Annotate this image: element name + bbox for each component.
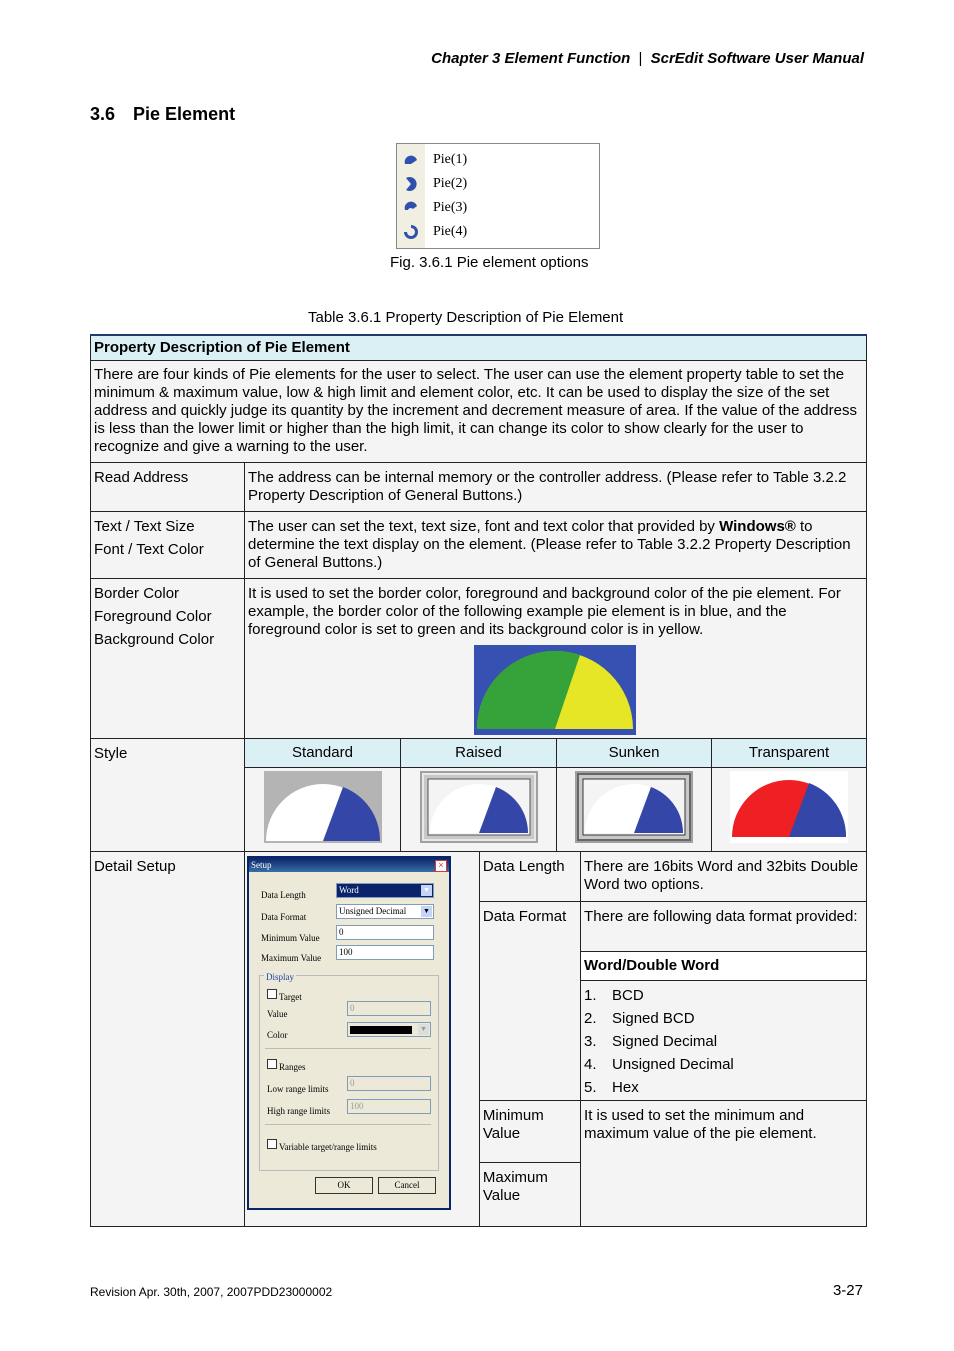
style-option-transparent: Transparent — [712, 739, 867, 768]
section-heading — [90, 104, 235, 125]
list-number: 1. — [584, 987, 597, 1004]
menu-item-label: Pie(1) — [433, 152, 468, 167]
style-option-sunken: Sunken — [557, 739, 712, 768]
table-title: Property Description of Pie Element — [91, 335, 867, 361]
list-item — [584, 987, 863, 1005]
dialog-data-format-label: Data Format — [261, 912, 307, 922]
list-number: 3. — [584, 1033, 597, 1050]
dialog-title: Setup — [249, 858, 449, 872]
menu-item-pie2[interactable] — [397, 172, 597, 196]
list-number: 5. — [584, 1079, 597, 1096]
raised-pie-image — [420, 771, 538, 843]
dialog-display-label: Display — [264, 968, 296, 986]
property-table — [90, 334, 867, 1227]
section-number: 3.6 — [90, 104, 116, 124]
dialog-high-label: High range limits — [267, 1106, 330, 1116]
pie-options-menu — [396, 143, 600, 249]
close-icon[interactable]: × — [435, 860, 447, 872]
color-desc: It is used to set the border color, foreground and background color of the pie element. For example, the border color of the following example pie element is in blue, and the foreground color is set to green and its background color is in yellow. — [248, 585, 841, 638]
text-desc — [245, 512, 867, 579]
minimum-value-desc: It is used to set the minimum and maximum value of the pie element. — [581, 1101, 866, 1227]
page-number: 3-27 — [832, 1282, 863, 1299]
list-item — [584, 1033, 863, 1051]
header-manual: ScrEdit Software User Manual — [650, 50, 864, 67]
dialog-color-label: Color — [267, 1030, 288, 1040]
data-length-desc: There are 16bits Word and 32bits Double Word two options. — [581, 852, 866, 902]
list-item — [584, 1056, 863, 1074]
list-item — [584, 1079, 863, 1097]
minimum-value-label: Minimum Value — [479, 1101, 580, 1163]
color-labels — [91, 579, 245, 739]
dialog-min-label: Minimum Value — [261, 933, 320, 943]
table-caption: Table 3.6.1 Property Description of Pie Element — [308, 309, 624, 326]
chevron-down-icon: ▼ — [421, 906, 432, 917]
data-format-label: Data Format — [479, 902, 580, 1101]
menu-item-pie4[interactable] — [397, 220, 597, 244]
dialog-low-input[interactable]: 0 — [347, 1076, 431, 1091]
menu-item-pie1[interactable] — [397, 148, 597, 172]
figure-caption: Fig. 3.6.1 Pie element options — [390, 254, 589, 271]
dialog-low-label: Low range limits — [267, 1084, 329, 1094]
style-transparent-cell — [712, 768, 867, 852]
pie3-icon — [403, 200, 419, 216]
text-desc-pre: The user can set the text, text size, font and text color that provided by — [248, 518, 720, 535]
table-row — [91, 579, 867, 739]
dialog-color-select[interactable] — [347, 1022, 431, 1037]
list-number: 2. — [584, 1010, 597, 1027]
dialog-variable-label: Variable target/range limits — [279, 1142, 377, 1152]
style-sunken-cell — [557, 768, 712, 852]
text-desc-bold: Windows® — [719, 518, 796, 535]
style-raised-cell — [401, 768, 557, 852]
pie2-icon — [403, 176, 419, 192]
dialog-target-label: Target — [279, 992, 302, 1002]
ranges-checkbox[interactable] — [267, 1059, 277, 1069]
dialog-high-input[interactable]: 100 — [347, 1099, 431, 1114]
table-intro: There are four kinds of Pie elements for the user to select. The user can use the element property table to set the minimum & maximum value, low & high limit and element color, etc. It can be used to display the size of the set address and quickly judge its quantity by the increment and decrement measure of area. If the value of the address is less than the lower limit or higher than the high limit, it can change its color to show clearly for the user to recognize and give a warning to the user. — [91, 361, 867, 463]
font-label: Font / Text Color — [94, 541, 204, 558]
maximum-value-label: Maximum Value — [479, 1163, 580, 1227]
background-color-label: Background Color — [94, 631, 215, 648]
chevron-down-icon: ▼ — [421, 885, 432, 896]
detail-setup-label: Detail Setup — [91, 852, 245, 1227]
dialog-value-label: Value — [267, 1009, 288, 1019]
pie1-icon — [403, 152, 419, 168]
text-labels — [91, 512, 245, 579]
read-address-label: Read Address — [91, 463, 245, 512]
dialog-data-format-value: Unsigned Decimal — [339, 906, 407, 916]
cancel-button[interactable]: Cancel — [378, 1177, 436, 1194]
menu-item-label: Pie(4) — [433, 224, 468, 239]
table-row — [91, 361, 867, 463]
dialog-value-input[interactable]: 0 — [347, 1001, 431, 1016]
style-option-raised: Raised — [401, 739, 557, 768]
list-number: 4. — [584, 1056, 597, 1073]
setup-dialog — [247, 856, 451, 1210]
table-header-row — [91, 335, 867, 361]
section-title: Pie Element — [133, 104, 236, 124]
text-desc-post: to determine the text display on the element. (Please refer to Table 3.2.2 Property Description of General Buttons.) — [248, 518, 851, 571]
chevron-down-icon: ▼ — [418, 1024, 429, 1035]
table-row — [91, 463, 867, 512]
menu-item-pie3[interactable] — [397, 196, 597, 220]
footer-revision: Revision Apr. 30th, 2007, 2007PDD23000002 — [90, 1285, 333, 1299]
read-address-desc: The address can be internal memory or the controller address. (Please refer to Table 3.2.2 Property Description of General Buttons.) — [245, 463, 867, 512]
sunken-pie-image — [575, 771, 693, 843]
dialog-min-input[interactable]: 0 — [336, 925, 434, 940]
target-checkbox[interactable] — [267, 989, 277, 999]
header-chapter: Chapter 3 Element Function — [431, 50, 631, 67]
table-row — [91, 852, 867, 1227]
transparent-pie-image — [730, 771, 848, 843]
dialog-data-length-label: Data Length — [261, 890, 306, 900]
data-format-list — [581, 981, 866, 1101]
menu-item-label: Pie(2) — [433, 176, 468, 191]
list-text: Hex — [612, 1079, 639, 1096]
header-separator: | — [638, 50, 643, 67]
data-length-label: Data Length — [479, 852, 580, 902]
color-desc-cell — [245, 579, 867, 739]
foreground-color-label: Foreground Color — [94, 608, 212, 625]
dialog-data-length-select[interactable] — [336, 883, 434, 898]
style-option-standard: Standard — [245, 739, 401, 768]
text-label: Text / Text Size — [94, 518, 195, 535]
table-row — [91, 739, 867, 768]
pie4-icon — [403, 224, 419, 240]
standard-pie-image — [264, 771, 382, 843]
list-text: Unsigned Decimal — [612, 1056, 734, 1073]
menu-item-label: Pie(3) — [433, 200, 468, 215]
list-item — [584, 1010, 863, 1028]
list-text: BCD — [612, 987, 644, 1004]
ok-button[interactable]: OK — [315, 1177, 373, 1194]
border-color-label: Border Color — [94, 585, 180, 602]
style-label: Style — [91, 739, 245, 852]
dialog-max-label: Maximum Value — [261, 953, 322, 963]
data-format-desc: There are following data format provided: — [581, 902, 866, 952]
setup-dialog-cell — [245, 852, 479, 1226]
dialog-max-input[interactable]: 100 — [336, 945, 434, 960]
data-format-subheader: Word/Double Word — [581, 952, 866, 981]
example-color-pie — [474, 645, 636, 735]
variable-checkbox[interactable] — [267, 1139, 277, 1149]
page-header — [431, 50, 864, 67]
table-row — [91, 512, 867, 579]
dialog-data-format-select[interactable] — [336, 904, 434, 919]
dialog-ranges-label: Ranges — [279, 1062, 306, 1072]
detail-inner-table — [245, 852, 866, 1226]
list-text: Signed Decimal — [612, 1033, 718, 1050]
list-text: Signed BCD — [612, 1010, 695, 1027]
dialog-data-length-value: Word — [339, 885, 359, 895]
style-standard-cell — [245, 768, 401, 852]
detail-setup-cell — [245, 852, 867, 1227]
